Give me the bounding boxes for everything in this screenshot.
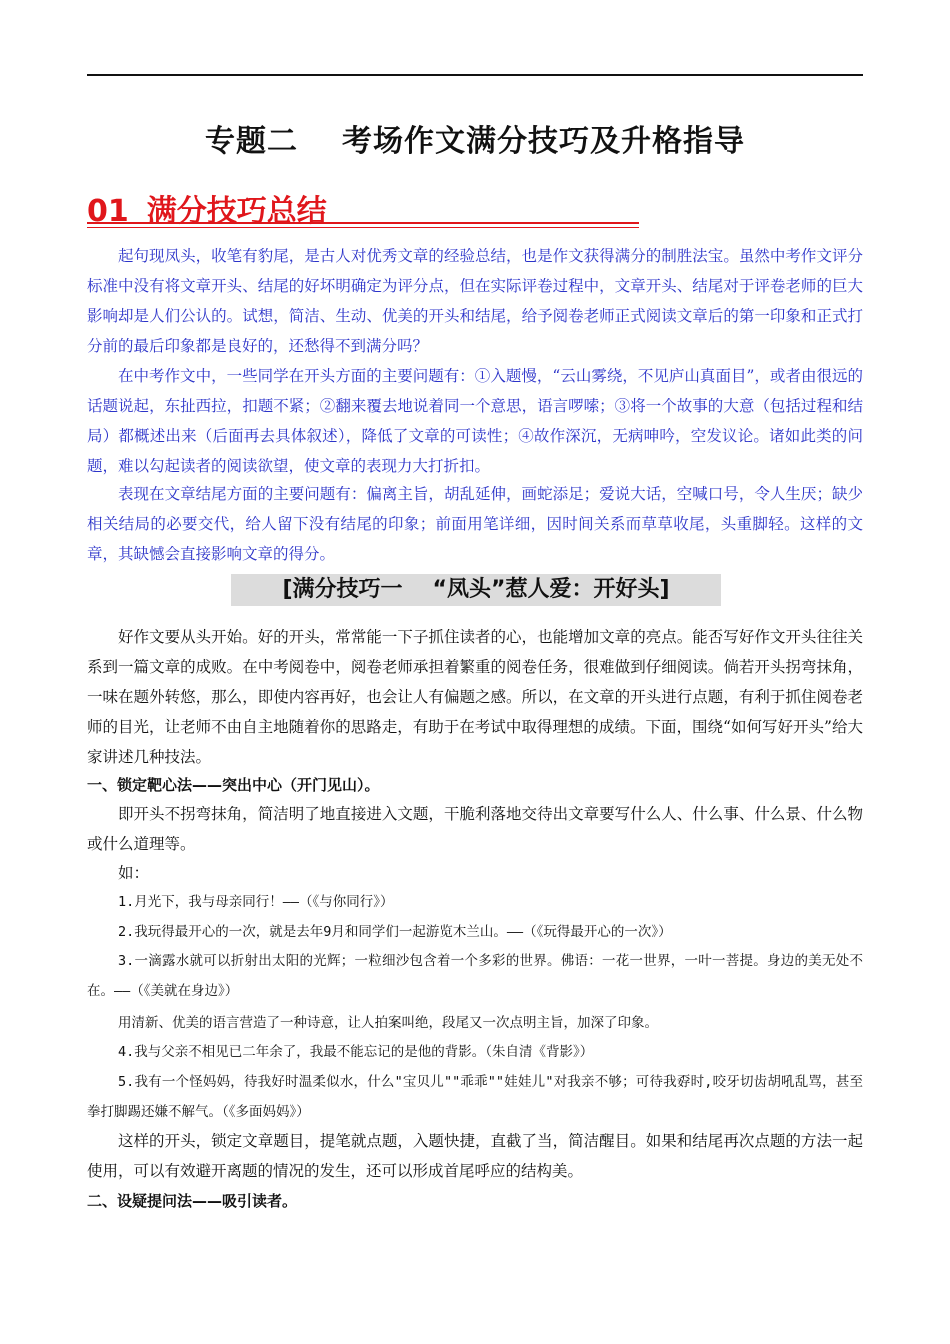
example-comment: 用清新、优美的语言营造了一种诗意，让人拍案叫绝，段尾又一次点明主旨，加深了印象。: [118, 1015, 658, 1031]
example-4: 4.我与父亲不相见已二年余了，我最不能忘记的是他的背影。（朱自清《背影》）: [118, 1044, 594, 1060]
intro-paragraph-1: 起句现凤头，收笔有豹尾，是古人对优秀文章的经验总结，也是作文获得满分的制胜法宝。虽然中考作文评分标准中没有将文章开头、结尾的好坏明确定为评分点，但在实际评卷过程中，文章开头、结尾对于评卷老师的巨大影响却是人们公认的。试想，简洁、生动、优美的开头和结尾，给予阅卷老师正式阅读文章后的第一印象和正式打分前的最后印象都是良好的，还愁得不到满分吗？: [87, 247, 863, 355]
section-number: 01: [87, 194, 129, 229]
top-rule: [87, 74, 863, 76]
example-intro: 如：: [118, 864, 150, 882]
banner-label: [满分技巧一: [282, 577, 403, 602]
tip-banner: [231, 574, 721, 606]
method-1-conclusion: 这样的开头，锁定文章题目，提笔就点题，入题快捷，直截了当，简洁醒目。如果和结尾再次点题的方法一起使用，可以有效避开离题的情况的发生，还可以形成首尾呼应的结构美。: [87, 1132, 863, 1180]
section-label: 满分技巧总结: [146, 194, 327, 229]
example-1: 1.月光下，我与母亲同行！——（《与你同行》）: [118, 894, 394, 910]
section-underline: [87, 222, 639, 224]
banner-subtitle: “凤头”惹人爱：开好头]: [432, 577, 670, 602]
title-main: 考场作文满分技巧及升格指导: [342, 124, 745, 159]
method-1-description: 即开头不拐弯抹角，简洁明了地直接进入文题，干脆利落地交待出文章要写什么人、什么事、什么景、什么物或什么道理等。: [87, 805, 863, 853]
body-paragraph: 好作文要从头开始。好的开头，常常能一下子抓住读者的心，也能增加文章的亮点。能否写好作文开头往往关系到一篇文章的成败。在中考阅卷中，阅卷老师承担着繁重的阅卷任务，很难做到仔细阅读。倘若开头拐弯抹角，一味在题外转悠，那么，即使内容再好，也会让人有偏题之感。所以，在文章的开头进行点题，有利于抓住阅卷老师的目光，让老师不由自主地随着你的思路走，有助于在考试中取得理想的成绩。下面，围绕“如何写好开头”给大家讲述几种技法。: [87, 628, 863, 766]
intro-paragraph-3: 表现在文章结尾方面的主要问题有：偏离主旨，胡乱延伸，画蛇添足；爱说大话，空喊口号，令人生厌；缺少相关结局的必要交代，给人留下没有结尾的印象；前面用笔详细，因时间关系而草草收尾，头重脚轻。这样的文章，其缺憾会直接影响文章的得分。: [87, 485, 863, 563]
example-3: 3.一滴露水就可以折射出太阳的光辉；一粒细沙包含着一个多彩的世界。佛语：一花一世界，一叶一菩提。身边的美无处不在。——（《美就在身边》）: [87, 953, 863, 999]
intro-paragraph-2: 在中考作文中，一些同学在开头方面的主要问题有：①入题慢，“云山雾绕，不见庐山真面目”，或者由很远的话题说起，东扯西拉，扣题不紧；②翻来覆去地说着同一个意思，语言啰嗦；③将一个故事的大意（包括过程和结局）都概述出来（后面再去具体叙述），降低了文章的可读性；④故作深沉，无病呻吟，空发议论。诸如此类的问题，难以勾起读者的阅读欲望，使文章的表现力大打折扣。: [87, 367, 863, 475]
page-title: [0, 116, 950, 160]
method-1-heading: 一、锁定靶心法——突出中心（开门见山）。: [87, 776, 380, 794]
title-topic: 专题二: [205, 124, 298, 159]
section-underline-thin: [87, 227, 639, 228]
method-2-heading: 二、设疑提问法——吸引读者。: [87, 1192, 298, 1210]
example-5: 5.我有一个怪妈妈，待我好时温柔似水，什么"宝贝儿""乖乖""娃娃儿"对我亲不够；可待我孬时,咬牙切齿胡吼乱骂，甚至拳打脚踢还嫌不解气。（《多面妈妈》）: [87, 1074, 863, 1120]
example-2: 2.我玩得最开心的一次，就是去年9月和同学们一起游览木兰山。——（《玩得最开心的一次》）: [118, 924, 672, 940]
